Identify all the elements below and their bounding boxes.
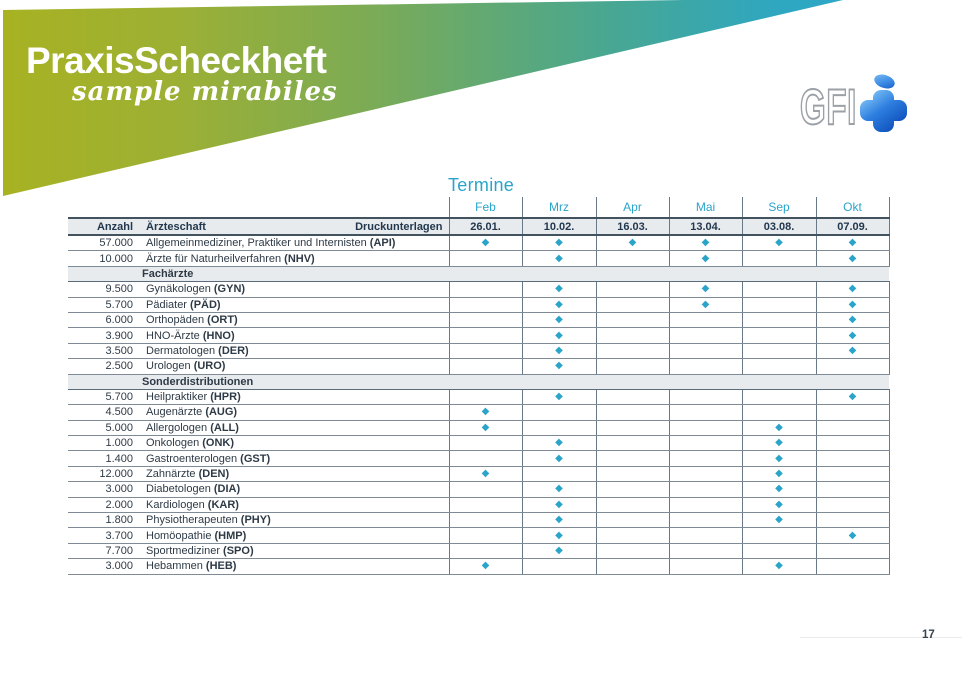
mark-cell-mai — [669, 528, 742, 543]
label-cell: Ärzte für Naturheilverfahren (NHV) — [140, 251, 449, 266]
mark-cell-sep — [742, 559, 816, 574]
label-cell: Zahnärzte (DEN) — [140, 466, 449, 481]
mark-cell-okt — [816, 251, 889, 266]
diamond-icon: ◆ — [555, 314, 563, 326]
diamond-icon: ◆ — [848, 298, 857, 310]
table-row-paed — [68, 297, 889, 312]
diamond-icon: ◆ — [555, 344, 563, 356]
diamond-icon: ◆ — [481, 237, 490, 249]
mark-cell-apr — [596, 389, 669, 404]
date-header-feb: 26.01. — [449, 218, 522, 235]
diamond-icon: ◆ — [555, 452, 563, 464]
diamond-icon: ◆ — [775, 483, 783, 495]
section-label: Fachärzte — [68, 266, 889, 281]
mark-cell-mrz — [522, 328, 596, 343]
page-title: PraxisScheckheft — [26, 40, 327, 81]
mark-cell-feb — [449, 559, 522, 574]
table-row-heb — [68, 559, 889, 574]
mark-cell-apr — [596, 282, 669, 297]
label-cell: Diabetologen (DIA) — [140, 482, 449, 497]
mark-cell-feb — [449, 436, 522, 451]
label-cell: Pädiater (PÄD) — [140, 297, 449, 312]
mark-cell-sep — [742, 405, 816, 420]
mark-cell-feb — [449, 389, 522, 404]
mark-cell-mrz — [522, 436, 596, 451]
mark-cell-apr — [596, 235, 669, 251]
mark-cell-apr — [596, 466, 669, 481]
mark-cell-apr — [596, 297, 669, 312]
mark-cell-mai — [669, 543, 742, 558]
table-row-hno — [68, 328, 889, 343]
mark-cell-mrz — [522, 405, 596, 420]
mark-cell-mrz — [522, 282, 596, 297]
mark-cell-mai — [669, 359, 742, 374]
mark-cell-okt — [816, 328, 889, 343]
count-cell: 2.000 — [68, 497, 140, 512]
abbr-label: (DER) — [218, 344, 249, 357]
count-cell: 10.000 — [68, 251, 140, 266]
termine-table — [68, 197, 890, 575]
count-cell: 5.700 — [68, 389, 140, 404]
table-row-den — [68, 466, 889, 481]
diamond-icon: ◆ — [481, 468, 490, 480]
count-cell: 1.000 — [68, 436, 140, 451]
mark-cell-okt — [816, 436, 889, 451]
mark-cell-sep — [742, 513, 816, 528]
mark-cell-sep — [742, 297, 816, 312]
mark-cell-mai — [669, 389, 742, 404]
mark-cell-feb — [449, 312, 522, 327]
mark-cell-okt — [816, 513, 889, 528]
mark-cell-feb — [449, 482, 522, 497]
month-header-feb: Feb — [449, 197, 522, 218]
diamond-icon: ◆ — [555, 360, 563, 372]
mark-cell-sep — [742, 420, 816, 435]
mark-cell-feb — [449, 405, 522, 420]
diamond-icon: ◆ — [701, 237, 710, 249]
label-cell: Augenärzte (AUG) — [140, 405, 449, 420]
mark-cell-mai — [669, 466, 742, 481]
table-row-kar — [68, 497, 889, 512]
date-header-sep: 03.08. — [742, 218, 816, 235]
mark-cell-mai — [669, 235, 742, 251]
mark-cell-okt — [816, 420, 889, 435]
diamond-icon: ◆ — [775, 437, 783, 449]
mark-cell-mrz — [522, 543, 596, 558]
month-header-okt: Okt — [816, 197, 889, 218]
mark-cell-mai — [669, 251, 742, 266]
month-header-mai: Mai — [669, 197, 742, 218]
mark-cell-mai — [669, 343, 742, 358]
mark-cell-sep — [742, 543, 816, 558]
diamond-icon: ◆ — [555, 483, 563, 495]
diamond-icon: ◆ — [775, 468, 783, 480]
table-row-onk — [68, 436, 889, 451]
count-cell: 57.000 — [68, 235, 140, 251]
mark-cell-feb — [449, 251, 522, 266]
abbr-label: (GYN) — [213, 283, 246, 296]
mark-cell-mai — [669, 451, 742, 466]
mark-cell-sep — [742, 436, 816, 451]
table-row-dia — [68, 482, 889, 497]
count-cell: 3.000 — [68, 482, 140, 497]
mark-cell-okt — [816, 359, 889, 374]
mark-cell-feb — [449, 528, 522, 543]
abbr-label: (HNO) — [202, 329, 235, 342]
mark-cell-okt — [816, 497, 889, 512]
mark-cell-mrz — [522, 559, 596, 574]
diamond-icon: ◆ — [775, 452, 783, 464]
mark-cell-mai — [669, 312, 742, 327]
diamond-icon: ◆ — [555, 237, 563, 249]
section-title-termine: Termine — [448, 175, 515, 195]
mark-cell-sep — [742, 389, 816, 404]
count-cell: 1.400 — [68, 451, 140, 466]
mark-cell-apr — [596, 436, 669, 451]
abbr-label: (NHV) — [284, 252, 315, 265]
mark-cell-apr — [596, 559, 669, 574]
mark-cell-sep — [742, 359, 816, 374]
diamond-icon: ◆ — [555, 283, 563, 295]
mark-cell-mrz — [522, 513, 596, 528]
abbr-label: (DEN) — [198, 468, 230, 481]
abbr-label: (DIA) — [213, 483, 241, 496]
mark-cell-mai — [669, 497, 742, 512]
mark-cell-feb — [449, 343, 522, 358]
diamond-icon: ◆ — [555, 514, 563, 526]
diamond-icon: ◆ — [628, 237, 637, 249]
abbr-label: (AUG) — [205, 406, 238, 419]
diamond-icon: ◆ — [775, 514, 783, 526]
count-cell: 3.500 — [68, 343, 140, 358]
page-number: 17 — [922, 629, 935, 641]
mark-cell-mrz — [522, 482, 596, 497]
diamond-icon: ◆ — [701, 252, 710, 264]
abbr-label: (HPR) — [210, 391, 241, 404]
abbr-label: (KAR) — [207, 498, 239, 511]
mark-cell-apr — [596, 420, 669, 435]
abbr-label: (SPO) — [223, 545, 254, 557]
month-header-row — [68, 197, 889, 218]
table-row-all — [68, 420, 889, 435]
mark-cell-sep — [742, 482, 816, 497]
mark-cell-okt — [816, 559, 889, 574]
diamond-icon: ◆ — [848, 283, 857, 295]
abbr-label: (HMP) — [214, 529, 247, 542]
column-header-anzahl: Anzahl — [68, 218, 140, 235]
label-cell: Urologen (URO) — [140, 359, 449, 374]
mark-cell-feb — [449, 543, 522, 558]
mark-cell-okt — [816, 297, 889, 312]
mark-cell-apr — [596, 343, 669, 358]
label-cell: Onkologen (ONK) — [140, 436, 449, 451]
mark-cell-okt — [816, 389, 889, 404]
abbr-label: (PÄD) — [190, 298, 221, 311]
section-row-fachaerzte — [68, 266, 889, 281]
diamond-icon: ◆ — [555, 437, 563, 449]
diamond-icon: ◆ — [555, 498, 563, 510]
mark-cell-okt — [816, 466, 889, 481]
label-cell: Orthopäden (ORT) — [140, 312, 449, 327]
mark-cell-feb — [449, 297, 522, 312]
count-cell: 3.000 — [68, 559, 140, 574]
date-header-mai: 13.04. — [669, 218, 742, 235]
table-row-ort — [68, 312, 889, 327]
table-row-nhv — [68, 251, 889, 266]
diamond-icon: ◆ — [555, 529, 563, 541]
mark-cell-mai — [669, 297, 742, 312]
diamond-icon: ◆ — [848, 252, 857, 264]
mark-cell-mai — [669, 420, 742, 435]
abbr-label: (GST) — [240, 452, 271, 465]
abbr-label: (HEB) — [205, 560, 237, 573]
label-cell: Dermatologen (DER) — [140, 343, 449, 358]
count-cell: 2.500 — [68, 359, 140, 374]
table-row-der — [68, 343, 889, 358]
label-cell: Allgemeinmediziner, Praktiker und Internisten (API) — [140, 235, 449, 251]
label-cell: HNO-Ärzte (HNO) — [140, 328, 449, 343]
count-cell: 5.000 — [68, 420, 140, 435]
mark-cell-okt — [816, 543, 889, 558]
diamond-icon: ◆ — [555, 298, 563, 310]
section-label: Sonderdistributionen — [68, 374, 889, 389]
mark-cell-apr — [596, 543, 669, 558]
diamond-icon: ◆ — [848, 314, 857, 326]
mark-cell-okt — [816, 528, 889, 543]
abbr-label: (PHY) — [240, 514, 271, 527]
mark-cell-mai — [669, 436, 742, 451]
label-cell: Hebammen (HEB) — [140, 559, 449, 574]
label-cell: Kardiologen (KAR) — [140, 497, 449, 512]
mark-cell-okt — [816, 405, 889, 420]
mark-cell-mai — [669, 282, 742, 297]
mark-cell-okt — [816, 451, 889, 466]
date-header-apr: 16.03. — [596, 218, 669, 235]
abbr-label: (ALL) — [210, 421, 239, 434]
mark-cell-mai — [669, 405, 742, 420]
table-row-api — [68, 235, 889, 251]
mark-cell-mrz — [522, 297, 596, 312]
mark-cell-apr — [596, 405, 669, 420]
mark-cell-apr — [596, 451, 669, 466]
diamond-icon: ◆ — [775, 421, 783, 433]
section-row-sonderdistributionen — [68, 374, 889, 389]
count-cell: 3.700 — [68, 528, 140, 543]
table-row-hmp — [68, 528, 889, 543]
mark-cell-sep — [742, 343, 816, 358]
diamond-icon: ◆ — [775, 560, 783, 572]
diamond-icon: ◆ — [775, 498, 783, 510]
diamond-icon: ◆ — [481, 406, 490, 418]
gfi-logo — [798, 74, 918, 134]
mark-cell-sep — [742, 328, 816, 343]
mark-cell-sep — [742, 282, 816, 297]
count-cell: 6.000 — [68, 312, 140, 327]
mark-cell-feb — [449, 451, 522, 466]
count-cell: 4.500 — [68, 405, 140, 420]
plus-dot-icon — [873, 72, 897, 91]
mark-cell-mrz — [522, 343, 596, 358]
mark-cell-feb — [449, 282, 522, 297]
count-cell: 1.800 — [68, 513, 140, 528]
table-row-phy — [68, 513, 889, 528]
mark-cell-apr — [596, 251, 669, 266]
column-header-aerzteschaft: Ärzteschaft — [146, 220, 206, 233]
mark-cell-apr — [596, 312, 669, 327]
month-header-mrz: Mrz — [522, 197, 596, 218]
mark-cell-apr — [596, 528, 669, 543]
mark-cell-mai — [669, 482, 742, 497]
mark-cell-mrz — [522, 235, 596, 251]
date-header-okt: 07.09. — [816, 218, 889, 235]
mark-cell-okt — [816, 282, 889, 297]
mark-cell-apr — [596, 482, 669, 497]
table-row-gst — [68, 451, 889, 466]
footer-line — [800, 637, 962, 638]
count-cell: 5.700 — [68, 297, 140, 312]
mark-cell-apr — [596, 497, 669, 512]
mark-cell-feb — [449, 497, 522, 512]
mark-cell-mai — [669, 513, 742, 528]
mark-cell-mrz — [522, 312, 596, 327]
mark-cell-feb — [449, 420, 522, 435]
table-row-aug — [68, 405, 889, 420]
diamond-icon: ◆ — [481, 560, 490, 572]
date-header-mrz: 10.02. — [522, 218, 596, 235]
label-cell: Homöopathie (HMP) — [140, 528, 449, 543]
mark-cell-mrz — [522, 389, 596, 404]
mark-cell-okt — [816, 312, 889, 327]
mark-cell-okt — [816, 482, 889, 497]
mark-cell-okt — [816, 343, 889, 358]
diamond-icon: ◆ — [481, 421, 490, 433]
diamond-icon: ◆ — [848, 344, 857, 356]
mark-cell-sep — [742, 251, 816, 266]
mark-cell-mrz — [522, 359, 596, 374]
column-header-druckunterlagen: Druckunterlagen — [355, 220, 443, 233]
mark-cell-mrz — [522, 251, 596, 266]
mark-cell-mrz — [522, 451, 596, 466]
mark-cell-feb — [449, 328, 522, 343]
mark-cell-feb — [449, 466, 522, 481]
label-cell: Physiotherapeuten (PHY) — [140, 513, 449, 528]
diamond-icon: ◆ — [775, 237, 783, 249]
mark-cell-okt — [816, 235, 889, 251]
abbr-label: (ONK) — [202, 437, 235, 450]
count-cell: 12.000 — [68, 466, 140, 481]
table-row-gyn — [68, 282, 889, 297]
page-subtitle: sample mirabiles — [72, 77, 338, 107]
mark-cell-sep — [742, 528, 816, 543]
abbr-label: (ORT) — [207, 314, 238, 327]
diamond-icon: ◆ — [701, 298, 710, 310]
diamond-icon: ◆ — [701, 283, 710, 295]
label-cell: Allergologen (ALL) — [140, 420, 449, 435]
mark-cell-feb — [449, 513, 522, 528]
month-header-sep: Sep — [742, 197, 816, 218]
mark-cell-apr — [596, 359, 669, 374]
diamond-icon: ◆ — [848, 529, 857, 541]
diamond-icon: ◆ — [848, 391, 857, 403]
count-cell: 3.900 — [68, 328, 140, 343]
mark-cell-mai — [669, 559, 742, 574]
table-row-uro — [68, 359, 889, 374]
label-cell: Heilpraktiker (HPR) — [140, 389, 449, 404]
mark-cell-sep — [742, 466, 816, 481]
diamond-icon: ◆ — [555, 391, 563, 403]
diamond-icon: ◆ — [555, 545, 563, 556]
label-cell: Gynäkologen (GYN) — [140, 282, 449, 297]
mark-cell-mrz — [522, 528, 596, 543]
mark-cell-mrz — [522, 466, 596, 481]
label-cell: Sportmediziner (SPO) — [140, 543, 449, 558]
gfi-logo-text: GFI — [800, 79, 857, 135]
mark-cell-feb — [449, 359, 522, 374]
mark-cell-sep — [742, 497, 816, 512]
label-cell: Gastroenterologen (GST) — [140, 451, 449, 466]
abbr-label: (API) — [369, 237, 396, 250]
diamond-icon: ◆ — [848, 329, 857, 341]
month-header-apr: Apr — [596, 197, 669, 218]
mark-cell-sep — [742, 235, 816, 251]
mark-cell-mrz — [522, 497, 596, 512]
mark-cell-sep — [742, 312, 816, 327]
diamond-icon: ◆ — [555, 329, 563, 341]
diamond-icon: ◆ — [848, 237, 857, 249]
plus-icon — [858, 74, 908, 132]
mark-cell-sep — [742, 451, 816, 466]
abbr-label: (URO) — [193, 360, 226, 373]
mark-cell-apr — [596, 513, 669, 528]
mark-cell-mrz — [522, 420, 596, 435]
table-row-spo — [68, 543, 889, 558]
date-header-row — [68, 218, 889, 235]
table-row-hpr — [68, 389, 889, 404]
mark-cell-apr — [596, 328, 669, 343]
count-cell: 9.500 — [68, 282, 140, 297]
diamond-icon: ◆ — [555, 252, 563, 264]
mark-cell-feb — [449, 235, 522, 251]
mark-cell-mai — [669, 328, 742, 343]
count-cell: 7.700 — [68, 543, 140, 558]
